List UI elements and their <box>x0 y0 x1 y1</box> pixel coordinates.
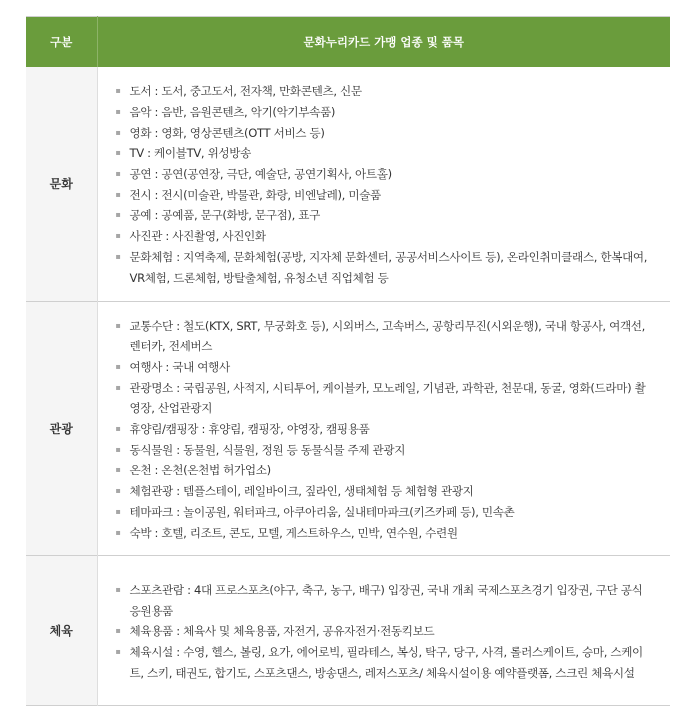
list-item: ▪ 체육시설 : 수영, 헬스, 볼링, 요가, 에어로빅, 필라테스, 복싱, 탁구, 당구, 사격, 롤러스케이트, 승마, 스케이트, 스키, 태권도, 합기도, 스포츠댄스, 방송댄스, 레저스포츠/ 체육시설이용 예약플랫폼, 스크린 체육시설 <box>112 642 657 683</box>
merchant-category-table <box>26 16 670 706</box>
table-header <box>26 17 670 68</box>
category-table-container <box>26 16 670 706</box>
table-row <box>26 301 670 556</box>
list-item: ▪ 교통수단 : 철도(KTX, SRT, 무궁화호 등), 시외버스, 고속버스, 공항리무진(시외운행), 국내 항공사, 여객선, 렌터카, 전세버스 <box>112 316 657 357</box>
list-item: ▪ 공연 : 공연(공연장, 극단, 예술단, 공연기획사, 아트홀) <box>112 164 657 185</box>
list-item: ▪ TV : 케이블TV, 위성방송 <box>112 143 657 164</box>
list-item: ▪ 사진관 : 사진촬영, 사진인화 <box>112 226 657 247</box>
list-item: ▪ 음악 : 음반, 음원콘텐츠, 악기(악기부속품) <box>112 102 657 123</box>
list-item: ▪ 체육용품 : 체육사 및 체육용품, 자전거, 공유자전거·전동킥보드 <box>112 621 657 642</box>
table-row <box>26 556 670 706</box>
list-item: ▪ 영화 : 영화, 영상콘텐츠(OTT 서비스 등) <box>112 123 657 144</box>
header-category: 구분 <box>26 17 97 68</box>
list-item: ▪ 체험관광 : 템플스테이, 레일바이크, 짚라인, 생태체험 등 체험형 관광지 <box>112 481 657 502</box>
list-item: ▪ 온천 : 온천(온천법 허가업소) <box>112 460 657 481</box>
item-list <box>98 566 671 696</box>
row-category-label: 문화 <box>26 67 97 301</box>
list-item: ▪ 도서 : 도서, 중고도서, 전자책, 만화콘텐츠, 신문 <box>112 81 657 102</box>
table-row <box>26 67 670 301</box>
list-item: ▪ 문화체험 : 지역축제, 문화체험(공방, 지자체 문화센터, 공공서비스사이트 등), 온라인취미클래스, 한복대여, VR체험, 드론체험, 방탈출체험, 유청소년 직업체험 등 <box>112 247 657 288</box>
list-item: ▪ 동식물원 : 동물원, 식물원, 정원 등 동물식물 주제 관광지 <box>112 440 657 461</box>
header-items: 문화누리카드 가맹 업종 및 품목 <box>97 17 670 68</box>
list-item: ▪ 숙박 : 호텔, 리조트, 콘도, 모텔, 게스트하우스, 민박, 연수원, 수련원 <box>112 523 657 544</box>
row-items-cell <box>97 301 670 556</box>
row-category-label: 관광 <box>26 301 97 556</box>
row-category-label: 체육 <box>26 556 97 706</box>
list-item: ▪ 여행사 : 국내 여행사 <box>112 357 657 378</box>
row-items-cell <box>97 556 670 706</box>
list-item: ▪ 관광명소 : 국립공원, 사적지, 시티투어, 케이블카, 모노레일, 기념관, 과학관, 천문대, 동굴, 영화(드라마) 촬영장, 산업관광지 <box>112 378 657 419</box>
row-items-cell <box>97 67 670 301</box>
list-item: ▪ 휴양림/캠핑장 : 휴양림, 캠핑장, 야영장, 캠핑용품 <box>112 419 657 440</box>
list-item: ▪ 공예 : 공예품, 문구(화방, 문구점), 표구 <box>112 205 657 226</box>
item-list <box>98 67 671 300</box>
list-item: ▪ 전시 : 전시(미술관, 박물관, 화랑, 비엔날레), 미술품 <box>112 185 657 206</box>
list-item: ▪ 스포츠관람 : 4대 프로스포츠(야구, 축구, 농구, 배구) 입장권, 국내 개최 국제스포츠경기 입장권, 구단 공식 응원용품 <box>112 580 657 621</box>
list-item: ▪ 테마파크 : 놀이공원, 워터파크, 아쿠아리움, 실내테마파크(키즈카페 등), 민속촌 <box>112 502 657 523</box>
item-list <box>98 302 671 556</box>
header-row <box>26 17 670 68</box>
